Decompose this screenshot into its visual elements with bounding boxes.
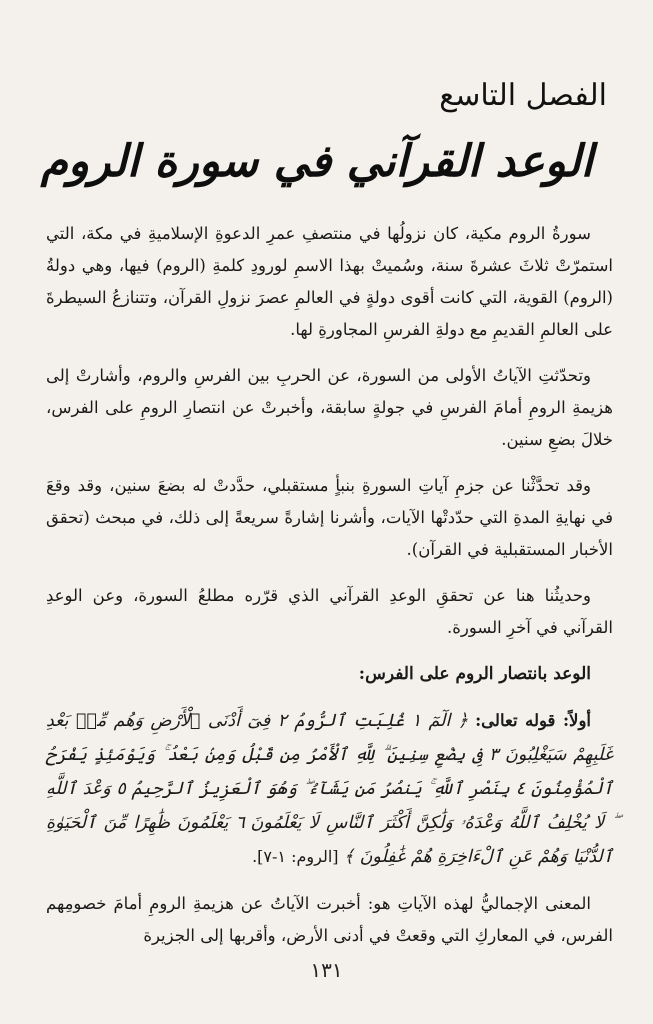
paragraph: سورةُ الروم مكية، كان نزولُها في منتصفِ عمرِ الدعوةِ الإسلاميةِ في مكة، التي استمرّتْ ثلاثَ عشرةَ سنة، وسُميتْ بهذا الاسمِ لورودِ كلمةِ (الروم) فيها، وهي دولةُ (الروم) القوية، التي كانت أقوى دولةٍ في العالمِ عصرَ نزولِ القرآن، وتتنازعُ السيطرةَ على العالمِ القديمِ مع دولةِ الفرسِ المجاورةِ لها. [46, 224, 613, 339]
chapter-label: الفصل التاسع [439, 78, 607, 113]
chapter-title: الوعد القرآني في سورة الروم [40, 136, 593, 187]
section-heading: الوعد بانتصار الروم على الفرس: [358, 664, 591, 684]
body-text [46, 218, 613, 966]
paragraph: وحديثُنا هنا عن تحققِ الوعدِ القرآني الذي قرّره مطلعُ السورة، وعن الوعدِ القرآني في آخرِ السورة. [46, 586, 613, 637]
paragraph: وتحدّثتِ الآياتُ الأولى من السورة، عن الحربِ بين الفرسِ والروم، وأشارتْ إلى هزيمةِ الرومِ أمامَ الفرسِ في جولةٍ سابقة، وأخبرتْ عن انتصارِ الرومِ على الفرس، خلالَ بضعِ سنين. [46, 366, 613, 449]
page-number: ١٣١ [310, 958, 343, 982]
paragraph: وقد تحدَّثْنا عن جزمِ آياتِ السورةِ بنبأٍ مستقبلي، حدَّدتْ له بضعَ سنين، وقد وقعَ في نهايةِ المدةِ التي حدّدتْها الآيات، وأشرنا إشارةً سريعةً إلى ذلك، في مبحث (تحقق الأخبار المستقبلية في القرآن). [46, 476, 613, 559]
verse-reference: [الروم: ١-٧]. [252, 847, 339, 866]
verse-lead: أولاً: قوله تعالى: [475, 711, 592, 730]
quran-verse: ﴿ الٓمٓ ١ غُلِبَتِ ٱلرُّومُ ٢ فِىٓ أَدْنَى ٱلْأَرْضِ وَهُم مِّنۢ بَعْدِ غَلَبِهِمْ سَيَغْلِبُونَ ٣ فِى بِضْعِ سِنِينَ ۗ لِلَّهِ ٱلْأَمْرُ مِن قَبْلُ وَمِنۢ بَعْدُ ۚ وَيَوْمَئِذٍ يَفْرَحُ ٱلْمُؤْمِنُونَ ٤ بِنَصْرِ ٱللَّهِ ۚ يَنصُرُ مَن يَشَآءُ ۖ وَهُوَ ٱلْعَزِيزُ ٱلرَّحِيمُ ٥ وَعْدَ ٱللَّهِ ۖ لَا يُخْلِفُ ٱللَّهُ وَعْدَهُۥ وَلَٰكِنَّ أَكْثَرَ ٱلنَّاسِ لَا يَعْلَمُونَ ٦ يَعْلَمُونَ ظَٰهِرًا مِّنَ ٱلْحَيَوٰةِ ٱلدُّنْيَا وَهُمْ عَنِ ٱلْءَاخِرَةِ هُمْ غَٰفِلُونَ ﴾ [46, 711, 614, 867]
verse-paragraph [46, 704, 613, 874]
meaning-paragraph: المعنى الإجماليُّ لهذه الآياتِ هو: أخبرت الآياتُ عن هزيمةِ الرومِ أمامَ خصومِهم الفرس، في المعاركِ التي وقعتْ في أدنى الأرض، وأقربها إلى الجزيرة [46, 894, 613, 945]
